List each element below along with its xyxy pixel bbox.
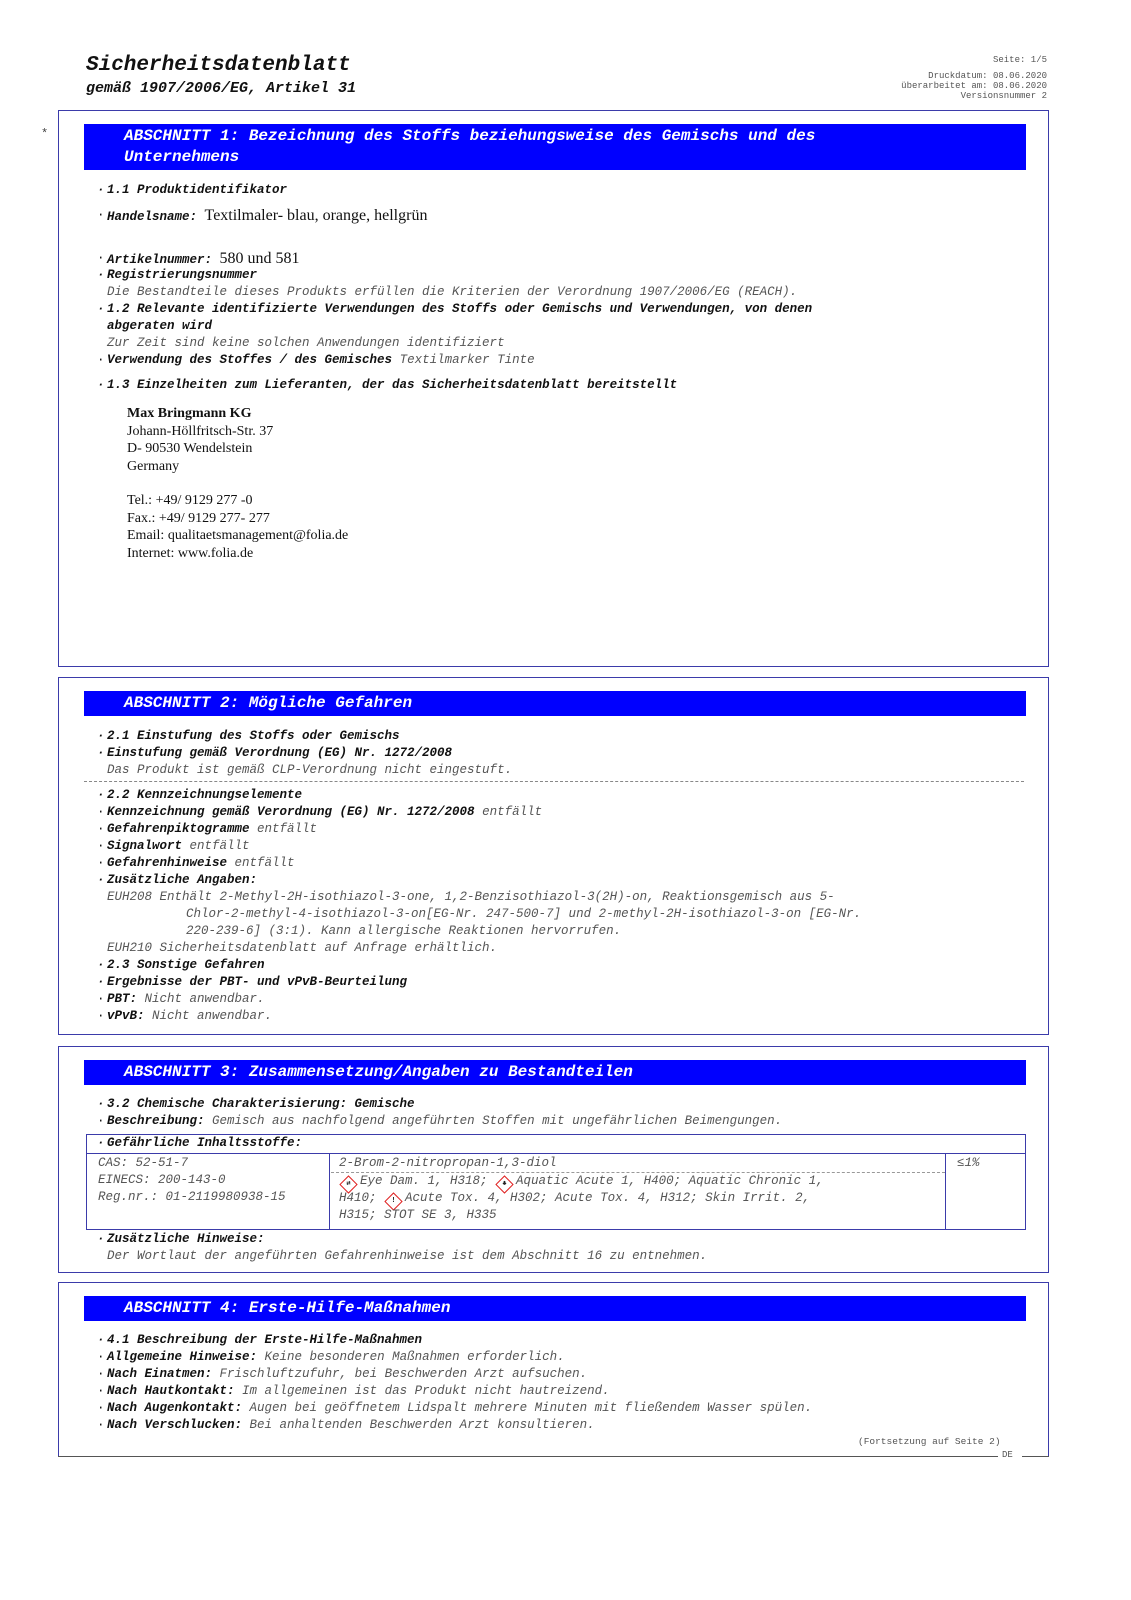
- footer-line-left: [58, 1456, 998, 1457]
- section-1-title-line1: ABSCHNITT 1: Bezeichnung des Stoffs beziehungsweise des Gemischs und des: [124, 127, 816, 145]
- relevant-uses-value: Zur Zeit sind keine solchen Anwendungen identifiziert: [107, 336, 505, 350]
- euh208-line2: Chlor-2-methyl-4-isothiazol-3-on[EG-Nr. 247-500-7] und 2-methyl-2H-isothiazol-3-on [EG-Nr.: [186, 907, 862, 921]
- corrosion-icon: ⇄: [339, 1175, 357, 1193]
- classification-regulation: · Einstufung gemäß Verordnung (EG) Nr. 1272/2008: [97, 746, 453, 760]
- supplier-email[interactable]: Email: qualitaetsmanagement@folia.de: [127, 528, 349, 543]
- section-1-title-line2: Unternehmens: [124, 148, 240, 166]
- classification-value: Das Produkt ist gemäß CLP-Verordnung nicht eingestuft.: [107, 763, 513, 777]
- pbt-assessment: · Ergebnisse der PBT- und vPvB-Beurteilung: [97, 975, 408, 989]
- section-2-title: ABSCHNITT 2: Mögliche Gefahren: [84, 691, 1026, 716]
- section-2: [58, 677, 1049, 1035]
- pbt: · PBT: Nicht anwendbar.: [97, 992, 265, 1006]
- relevant-uses-label: · 1.2 Relevante identifizierte Verwendungen des Stoffs oder Gemischs und Verwendungen, von denen: [97, 302, 813, 316]
- usage: · Verwendung des Stoffes / des Gemisches Textilmarker Tinte: [97, 353, 535, 367]
- classification-heading: · 2.1 Einstufung des Stoffs oder Gemischs: [97, 729, 400, 743]
- divider: [84, 781, 1024, 782]
- classification-line1: ⇄ Eye Dam. 1, H318; ♣ Aquatic Acute 1, H400; Aquatic Chronic 1,: [339, 1173, 824, 1190]
- trade-name-value: Textilmaler- blau, orange, hellgrün: [204, 207, 428, 224]
- additional-notes-label: · Zusätzliche Hinweise:: [97, 1232, 265, 1246]
- document-title: Sicherheitsdatenblatt: [86, 54, 351, 77]
- description: · Beschreibung: Gemisch aus nachfolgend angeführten Stoffen mit ungefährlichen Beimengungen.: [97, 1114, 783, 1128]
- section-4: [58, 1282, 1049, 1456]
- other-hazards: · 2.3 Sonstige Gefahren: [97, 958, 265, 972]
- footer-line-right: [1022, 1456, 1049, 1457]
- product-identifier: · 1.1 Produktidentifikator: [97, 183, 288, 197]
- hazard-pictograms: · Gefahrenpiktogramme entfällt: [97, 822, 318, 836]
- trade-name: · Handelsname: Textilmaler- blau, orange, hellgrün: [97, 207, 428, 224]
- supplier-tel: Tel.: +49/ 9129 277 -0: [127, 493, 253, 508]
- classification-line3: H315; STOT SE 3, H335: [339, 1208, 497, 1222]
- page-number: Seite: 1/5: [992, 55, 1047, 65]
- change-marker: *: [41, 127, 49, 141]
- supplier-label: · 1.3 Einzelheiten zum Lieferanten, der das Sicherheitsdatenblatt bereitstellt: [97, 378, 678, 392]
- exclamation-icon: !: [384, 1192, 402, 1210]
- classification-line2: H410; ! Acute Tox. 4, H302; Acute Tox. 4, H312; Skin Irrit. 2,: [339, 1190, 810, 1207]
- section-3-title: ABSCHNITT 3: Zusammensetzung/Angaben zu Bestandteilen: [84, 1060, 1026, 1085]
- euh208-line3: 220-239-6] (3:1). Kann allergische Reaktionen hervorrufen.: [186, 924, 622, 938]
- registration-value: Die Bestandteile dieses Produkts erfüllen die Kriterien der Verordnung 1907/2006/EG (REACH).: [107, 285, 798, 299]
- chemical-characterisation: · 3.2 Chemische Charakterisierung: Gemische: [97, 1097, 415, 1111]
- first-aid-eyes: · Nach Augenkontakt: Augen bei geöffnetem Lidspalt mehrere Minuten mit fließendem Wasser spülen.: [97, 1401, 813, 1415]
- document-subtitle: gemäß 1907/2006/EG, Artikel 31: [86, 80, 357, 97]
- first-aid-heading: · 4.1 Beschreibung der Erste-Hilfe-Maßnahmen: [97, 1333, 423, 1347]
- vpvb: · vPvB: Nicht anwendbar.: [97, 1009, 273, 1023]
- section-1-title: [84, 124, 1026, 170]
- label-elements-heading: · 2.2 Kennzeichnungselemente: [97, 788, 303, 802]
- relevant-uses-label-2: abgeraten wird: [107, 319, 213, 333]
- revised-date: überarbeitet am: 08.06.2020: [901, 81, 1047, 91]
- version-number: Versionsnummer 2: [960, 91, 1047, 101]
- einecs-number: EINECS: 200-143-0: [98, 1173, 226, 1187]
- cas-number: CAS: 52-51-7: [98, 1156, 189, 1170]
- first-aid-general: · Allgemeine Hinweise: Keine besonderen Maßnahmen erforderlich.: [97, 1350, 565, 1364]
- registration-number: Reg.nr.: 01-2119980938-15: [98, 1190, 286, 1204]
- supplier-internet[interactable]: Internet: www.folia.de: [127, 545, 254, 561]
- first-aid-skin: · Nach Hautkontakt: Im allgemeinen ist das Produkt nicht hautreizend.: [97, 1384, 610, 1398]
- section-3: [58, 1046, 1049, 1273]
- supplier-country: Germany: [127, 458, 180, 474]
- euh210: EUH210 Sicherheitsdatenblatt auf Anfrage erhältlich.: [107, 941, 498, 955]
- environment-icon: ♣: [495, 1175, 513, 1193]
- section-4-title: ABSCHNITT 4: Erste-Hilfe-Maßnahmen: [84, 1296, 1026, 1321]
- labelling-regulation: · Kennzeichnung gemäß Verordnung (EG) Nr. 1272/2008 entfällt: [97, 805, 543, 819]
- ingredients-header: · Gefährliche Inhaltsstoffe:: [97, 1136, 303, 1150]
- first-aid-inhalation: · Nach Einatmen: Frischluftzufuhr, bei Beschwerden Arzt aufsuchen.: [97, 1367, 588, 1381]
- hazard-statements: · Gefahrenhinweise entfällt: [97, 856, 295, 870]
- continuation-note: (Fortsetzung auf Seite 2): [858, 1436, 1001, 1447]
- supplier-city: D- 90530 Wendelstein: [127, 441, 253, 456]
- signal-word: · Signalwort entfällt: [97, 839, 250, 853]
- first-aid-ingestion: · Nach Verschlucken: Bei anhaltenden Beschwerden Arzt konsultieren.: [97, 1418, 595, 1432]
- substance-name: 2-Brom-2-nitropropan-1,3-diol: [339, 1156, 557, 1170]
- ingredients-table: [86, 1134, 1026, 1230]
- euh208-line1: EUH208 Enthält 2-Methyl-2H-isothiazol-3-one, 1,2-Benzisothiazol-3(2H)-on, Reaktionsgemisch aus 5-: [107, 890, 835, 904]
- section-1: [58, 110, 1049, 667]
- registration-label: · Registrierungsnummer: [97, 268, 258, 282]
- concentration: ≤1%: [957, 1156, 980, 1170]
- supplier-fax: Fax.: +49/ 9129 277- 277: [127, 510, 270, 526]
- article-number: · Artikelnummer: 580 und 581: [97, 250, 300, 267]
- print-date: Druckdatum: 08.06.2020: [928, 71, 1047, 81]
- supplier-company: Max Bringmann KG: [127, 406, 252, 421]
- supplier-street: Johann-Höllfritsch-Str. 37: [127, 423, 274, 439]
- additional-info-label: · Zusätzliche Angaben:: [97, 873, 258, 887]
- language-code: DE: [1002, 1450, 1013, 1460]
- supplier-address: [127, 405, 348, 562]
- article-number-value: 580 und 581: [219, 250, 300, 267]
- additional-notes-value: Der Wortlaut der angeführten Gefahrenhinweise ist dem Abschnitt 16 zu entnehmen.: [107, 1249, 708, 1263]
